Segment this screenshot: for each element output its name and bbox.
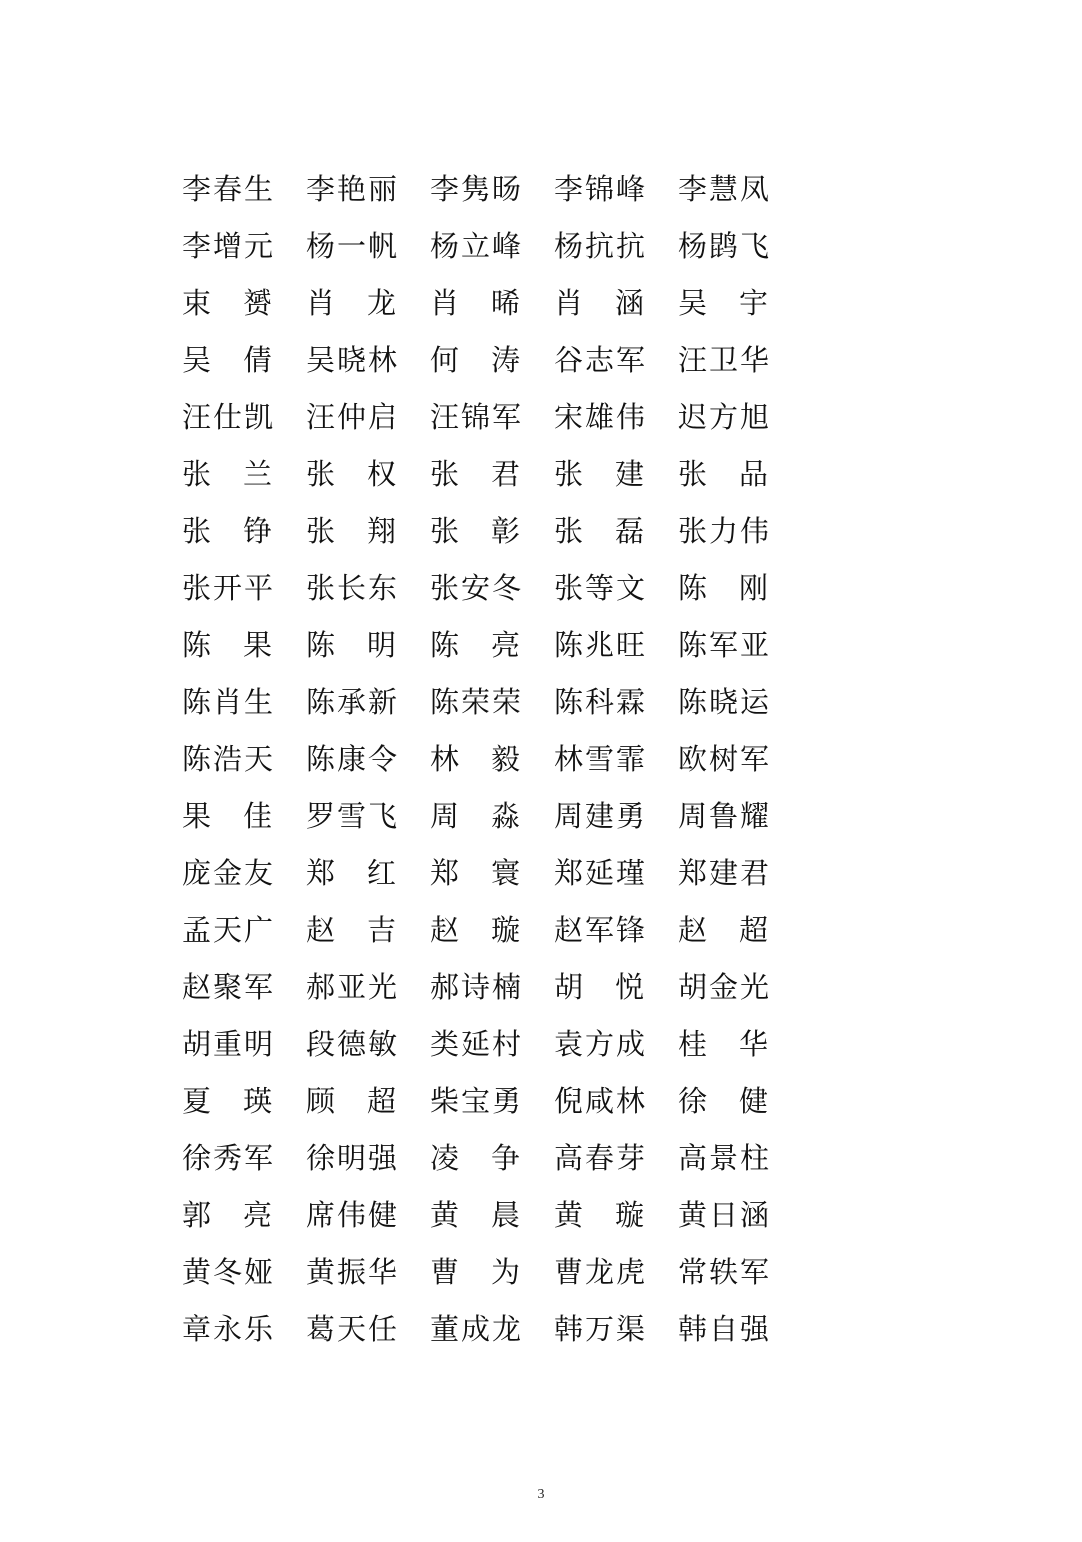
name-entry xyxy=(678,503,802,560)
name-entry xyxy=(430,389,554,446)
name-text: 段德敏 xyxy=(306,1027,400,1061)
name-text: 章永乐 xyxy=(182,1312,276,1346)
name-entry xyxy=(182,503,306,560)
name-entry xyxy=(554,1244,678,1301)
name-text: 周 淼 xyxy=(430,799,522,833)
name-entry xyxy=(554,959,678,1016)
name-entry xyxy=(306,275,430,332)
name-row xyxy=(182,731,802,788)
name-entry xyxy=(554,275,678,332)
name-entry xyxy=(182,1130,306,1187)
name-text: 柴宝勇 xyxy=(430,1084,524,1118)
name-text: 胡 悦 xyxy=(554,970,646,1004)
name-row xyxy=(182,788,802,845)
name-entry xyxy=(306,845,430,902)
name-entry xyxy=(678,332,802,389)
name-entry xyxy=(678,959,802,1016)
name-text: 李艳丽 xyxy=(306,172,400,206)
name-text: 董成龙 xyxy=(430,1312,524,1346)
name-text: 杨立峰 xyxy=(430,229,524,263)
name-entry xyxy=(182,1187,306,1244)
name-entry xyxy=(306,1130,430,1187)
name-text: 袁方成 xyxy=(554,1027,648,1061)
name-text: 张 彰 xyxy=(430,514,522,548)
name-row xyxy=(182,503,802,560)
name-entry xyxy=(554,503,678,560)
name-entry xyxy=(430,1187,554,1244)
name-entry xyxy=(430,503,554,560)
name-text: 张安冬 xyxy=(430,571,524,605)
name-text: 陈康令 xyxy=(306,742,400,776)
name-entry xyxy=(554,731,678,788)
name-text: 赵 吉 xyxy=(306,913,398,947)
name-row xyxy=(182,845,802,902)
name-text: 肖 晞 xyxy=(430,286,522,320)
name-entry xyxy=(182,674,306,731)
name-entry xyxy=(430,446,554,503)
name-text: 陈肖生 xyxy=(182,685,276,719)
name-text: 黄 晨 xyxy=(430,1198,522,1232)
name-entry xyxy=(678,275,802,332)
name-entry xyxy=(678,161,802,218)
name-entry xyxy=(554,332,678,389)
name-text: 张 建 xyxy=(554,457,646,491)
name-text: 席伟健 xyxy=(306,1198,400,1232)
name-entry xyxy=(554,617,678,674)
name-text: 赵 超 xyxy=(678,913,770,947)
name-entry xyxy=(182,389,306,446)
name-entry xyxy=(430,161,554,218)
name-entry xyxy=(182,845,306,902)
name-entry xyxy=(678,218,802,275)
name-text: 陈 果 xyxy=(182,628,274,662)
name-entry xyxy=(678,1073,802,1130)
name-entry xyxy=(430,674,554,731)
name-entry xyxy=(554,845,678,902)
name-text: 周鲁耀 xyxy=(678,799,772,833)
name-entry xyxy=(430,218,554,275)
name-entry xyxy=(306,617,430,674)
name-text: 张力伟 xyxy=(678,514,772,548)
name-text: 汪仕凯 xyxy=(182,400,276,434)
name-entry xyxy=(554,218,678,275)
name-entry xyxy=(306,332,430,389)
name-text: 陈 明 xyxy=(306,628,398,662)
name-entry xyxy=(430,959,554,1016)
name-entry xyxy=(678,446,802,503)
name-entry xyxy=(182,161,306,218)
name-text: 庞金友 xyxy=(182,856,276,890)
name-entry xyxy=(182,902,306,959)
name-entry xyxy=(182,332,306,389)
name-row xyxy=(182,902,802,959)
name-text: 曹 为 xyxy=(430,1255,522,1289)
name-entry xyxy=(678,1016,802,1073)
name-text: 李隽旸 xyxy=(430,172,524,206)
name-row xyxy=(182,617,802,674)
name-text: 郝亚光 xyxy=(306,970,400,1004)
page-number: 3 xyxy=(537,1487,545,1502)
name-row xyxy=(182,959,802,1016)
name-row xyxy=(182,1130,802,1187)
name-text: 汪锦军 xyxy=(430,400,524,434)
name-list xyxy=(182,161,802,1358)
name-text: 罗雪飞 xyxy=(306,799,400,833)
name-text: 果 佳 xyxy=(182,799,274,833)
name-entry xyxy=(430,275,554,332)
name-text: 高春芽 xyxy=(554,1141,648,1175)
name-row xyxy=(182,389,802,446)
name-row xyxy=(182,275,802,332)
name-text: 桂 华 xyxy=(678,1027,770,1061)
name-entry xyxy=(306,503,430,560)
name-entry xyxy=(430,1130,554,1187)
name-entry xyxy=(678,731,802,788)
name-entry xyxy=(306,218,430,275)
name-entry xyxy=(678,1130,802,1187)
name-text: 韩自强 xyxy=(678,1312,772,1346)
name-text: 黄冬娅 xyxy=(182,1255,276,1289)
name-row xyxy=(182,674,802,731)
name-entry xyxy=(306,161,430,218)
name-entry xyxy=(182,617,306,674)
name-entry xyxy=(430,1073,554,1130)
name-entry xyxy=(678,617,802,674)
name-entry xyxy=(554,389,678,446)
name-entry xyxy=(182,1301,306,1358)
name-text: 李慧凤 xyxy=(678,172,772,206)
name-text: 张 品 xyxy=(678,457,770,491)
name-entry xyxy=(430,1244,554,1301)
name-entry xyxy=(430,617,554,674)
name-text: 郑 红 xyxy=(306,856,398,890)
name-text: 肖 涵 xyxy=(554,286,646,320)
name-text: 李春生 xyxy=(182,172,276,206)
name-text: 赵聚军 xyxy=(182,970,276,1004)
name-text: 黄日涵 xyxy=(678,1198,772,1232)
name-entry xyxy=(182,959,306,1016)
name-entry xyxy=(182,731,306,788)
name-text: 吴晓林 xyxy=(306,343,400,377)
name-text: 徐秀军 xyxy=(182,1141,276,1175)
name-entry xyxy=(554,1073,678,1130)
name-entry xyxy=(182,1244,306,1301)
name-row xyxy=(182,1187,802,1244)
name-text: 肖 龙 xyxy=(306,286,398,320)
name-text: 陈 刚 xyxy=(678,571,770,605)
name-entry xyxy=(554,902,678,959)
name-text: 郝诗楠 xyxy=(430,970,524,1004)
name-entry xyxy=(182,788,306,845)
name-entry xyxy=(430,332,554,389)
name-entry xyxy=(678,1244,802,1301)
name-entry xyxy=(306,959,430,1016)
name-entry xyxy=(430,1301,554,1358)
name-text: 林 毅 xyxy=(430,742,522,776)
name-entry xyxy=(554,1016,678,1073)
name-text: 杨抗抗 xyxy=(554,229,648,263)
name-text: 汪仲启 xyxy=(306,400,400,434)
name-text: 郑延瑾 xyxy=(554,856,648,890)
name-text: 张 翔 xyxy=(306,514,398,548)
name-row xyxy=(182,218,802,275)
name-entry xyxy=(182,560,306,617)
name-entry xyxy=(306,560,430,617)
name-text: 陈科霖 xyxy=(554,685,648,719)
name-row xyxy=(182,1301,802,1358)
name-entry xyxy=(554,446,678,503)
name-text: 陈承新 xyxy=(306,685,400,719)
name-text: 欧树军 xyxy=(678,742,772,776)
name-text: 吴 宇 xyxy=(678,286,770,320)
name-text: 束 赟 xyxy=(182,286,274,320)
name-row xyxy=(182,161,802,218)
name-text: 陈荣荣 xyxy=(430,685,524,719)
name-entry xyxy=(306,902,430,959)
name-text: 迟方旭 xyxy=(678,400,772,434)
name-entry xyxy=(182,1016,306,1073)
name-text: 陈浩天 xyxy=(182,742,276,776)
name-text: 郭 亮 xyxy=(182,1198,274,1232)
name-entry xyxy=(678,389,802,446)
name-entry xyxy=(554,1187,678,1244)
name-row xyxy=(182,1016,802,1073)
name-text: 陈 亮 xyxy=(430,628,522,662)
name-entry xyxy=(182,218,306,275)
name-entry xyxy=(678,1187,802,1244)
name-entry xyxy=(182,446,306,503)
name-entry xyxy=(306,731,430,788)
name-entry xyxy=(182,1073,306,1130)
name-text: 夏 瑛 xyxy=(182,1084,274,1118)
name-row xyxy=(182,560,802,617)
name-text: 郑建君 xyxy=(678,856,772,890)
name-row xyxy=(182,332,802,389)
name-text: 张开平 xyxy=(182,571,276,605)
name-entry xyxy=(554,161,678,218)
name-text: 杨一帆 xyxy=(306,229,400,263)
name-text: 凌 争 xyxy=(430,1141,522,1175)
name-entry xyxy=(306,446,430,503)
name-text: 葛天任 xyxy=(306,1312,400,1346)
name-text: 常轶军 xyxy=(678,1255,772,1289)
name-text: 汪卫华 xyxy=(678,343,772,377)
name-entry xyxy=(306,788,430,845)
name-text: 张 铮 xyxy=(182,514,274,548)
name-entry xyxy=(430,560,554,617)
name-text: 李锦峰 xyxy=(554,172,648,206)
name-text: 林雪霏 xyxy=(554,742,648,776)
name-text: 李增元 xyxy=(182,229,276,263)
name-entry xyxy=(430,902,554,959)
name-text: 谷志军 xyxy=(554,343,648,377)
name-entry xyxy=(678,902,802,959)
name-entry xyxy=(306,1073,430,1130)
name-entry xyxy=(306,1244,430,1301)
name-entry xyxy=(182,275,306,332)
name-entry xyxy=(430,1016,554,1073)
name-entry xyxy=(306,1187,430,1244)
name-text: 胡重明 xyxy=(182,1027,276,1061)
name-text: 张 权 xyxy=(306,457,398,491)
name-entry xyxy=(306,1301,430,1358)
name-text: 张 兰 xyxy=(182,457,274,491)
name-entry xyxy=(678,674,802,731)
name-entry xyxy=(554,1301,678,1358)
name-text: 黄振华 xyxy=(306,1255,400,1289)
name-entry xyxy=(678,560,802,617)
name-text: 黄 璇 xyxy=(554,1198,646,1232)
name-entry xyxy=(430,788,554,845)
name-text: 赵军锋 xyxy=(554,913,648,947)
name-text: 张 磊 xyxy=(554,514,646,548)
name-entry xyxy=(430,845,554,902)
name-text: 倪咸林 xyxy=(554,1084,648,1118)
name-text: 吴 倩 xyxy=(182,343,274,377)
name-row xyxy=(182,1244,802,1301)
name-text: 陈晓运 xyxy=(678,685,772,719)
name-text: 顾 超 xyxy=(306,1084,398,1118)
name-text: 陈军亚 xyxy=(678,628,772,662)
name-text: 胡金光 xyxy=(678,970,772,1004)
name-text: 郑 寰 xyxy=(430,856,522,890)
name-row xyxy=(182,1073,802,1130)
name-entry xyxy=(554,560,678,617)
name-entry xyxy=(678,1301,802,1358)
name-text: 张 君 xyxy=(430,457,522,491)
name-text: 高景柱 xyxy=(678,1141,772,1175)
name-text: 张长东 xyxy=(306,571,400,605)
name-text: 周建勇 xyxy=(554,799,648,833)
name-entry xyxy=(554,1130,678,1187)
name-entry xyxy=(306,674,430,731)
name-text: 陈兆旺 xyxy=(554,628,648,662)
name-entry xyxy=(554,788,678,845)
name-text: 何 涛 xyxy=(430,343,522,377)
name-text: 宋雄伟 xyxy=(554,400,648,434)
name-text: 曹龙虎 xyxy=(554,1255,648,1289)
name-entry xyxy=(554,674,678,731)
name-text: 孟天广 xyxy=(182,913,276,947)
name-row xyxy=(182,446,802,503)
name-entry xyxy=(430,731,554,788)
name-entry xyxy=(306,1016,430,1073)
name-text: 徐明强 xyxy=(306,1141,400,1175)
name-text: 杨鹍飞 xyxy=(678,229,772,263)
name-entry xyxy=(678,788,802,845)
name-text: 赵 璇 xyxy=(430,913,522,947)
name-text: 韩万渠 xyxy=(554,1312,648,1346)
name-text: 徐 健 xyxy=(678,1084,770,1118)
name-entry xyxy=(678,845,802,902)
name-text: 张等文 xyxy=(554,571,648,605)
name-text: 类延村 xyxy=(430,1027,524,1061)
name-entry xyxy=(306,389,430,446)
